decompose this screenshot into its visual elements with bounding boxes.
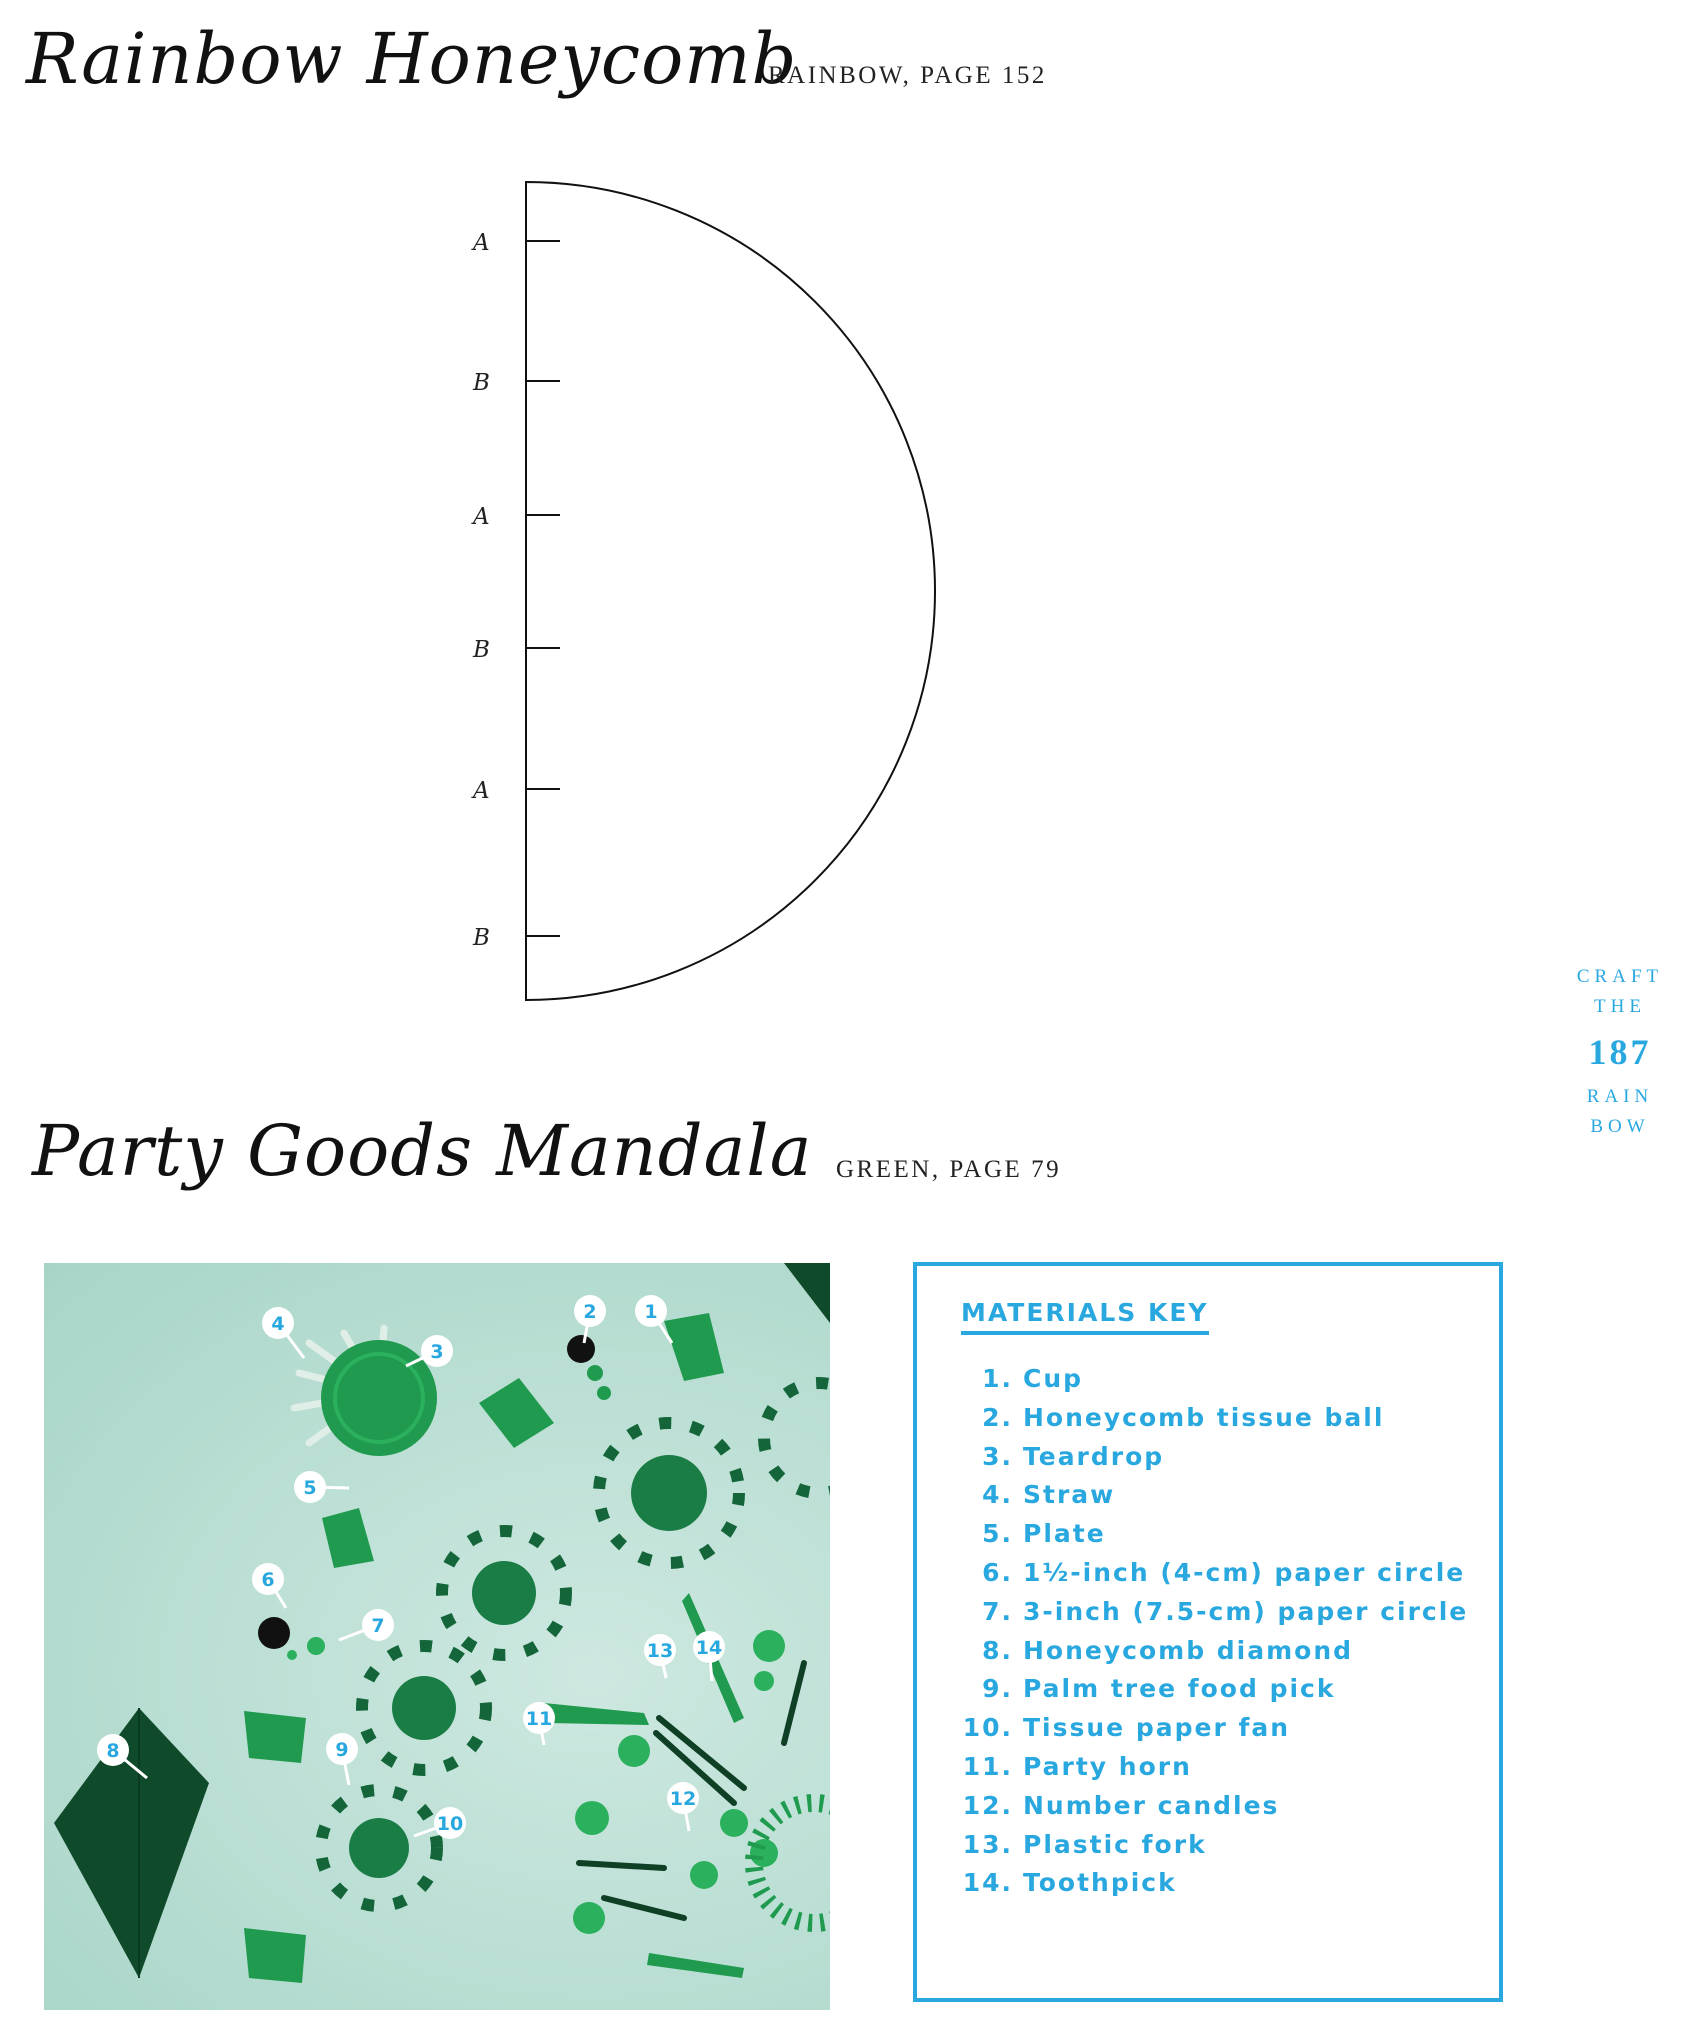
section-reference-green: GREEN, PAGE 79 bbox=[836, 1156, 1062, 1183]
materials-key-list bbox=[957, 1360, 1468, 1903]
plate bbox=[321, 1340, 437, 1456]
list-item: 12. Number candles bbox=[962, 1790, 1280, 1820]
list-item: 9. Palm tree food pick bbox=[982, 1674, 1336, 1704]
list-item: 1. Cup bbox=[982, 1364, 1084, 1393]
list-item: 7. 3-inch (7.5-cm) paper circle bbox=[982, 1596, 1469, 1626]
list-item: 11. Party horn bbox=[962, 1751, 1192, 1781]
list-item: 14. Toothpick bbox=[962, 1868, 1177, 1898]
honeycomb-ball bbox=[567, 1335, 595, 1363]
callout-number: 4 bbox=[271, 1313, 285, 1335]
tick-label: A bbox=[473, 230, 490, 256]
callout-number: 11 bbox=[525, 1708, 553, 1730]
materials-key-box bbox=[913, 1262, 1503, 2002]
callout-number: 5 bbox=[303, 1477, 317, 1499]
callout-number: 14 bbox=[695, 1637, 723, 1659]
list-item: 3. Teardrop bbox=[982, 1441, 1165, 1471]
section-title-party-goods-mandala: Party Goods Mandala bbox=[32, 1110, 813, 1192]
callout-number: 8 bbox=[106, 1740, 120, 1762]
materials-key-heading: MATERIALS KEY bbox=[961, 1298, 1209, 1335]
semicircle-outline bbox=[526, 182, 935, 1000]
paper-circles bbox=[573, 1630, 785, 1934]
honeycomb-diamond bbox=[54, 1708, 209, 1978]
callout-number: 9 bbox=[335, 1739, 349, 1761]
list-item: 10. Tissue paper fan bbox=[962, 1713, 1291, 1743]
callout-number: 1 bbox=[644, 1301, 658, 1323]
list-item: 13. Plastic fork bbox=[962, 1829, 1207, 1859]
folio-line: BOW bbox=[1590, 1116, 1650, 1137]
callout-number: 2 bbox=[583, 1301, 597, 1323]
honeycomb-ball bbox=[258, 1617, 290, 1649]
callout-number: 6 bbox=[261, 1569, 275, 1591]
section-reference-rainbow: RAINBOW, PAGE 152 bbox=[768, 62, 1047, 89]
list-item: 8. Honeycomb diamond bbox=[982, 1635, 1354, 1665]
page-number: 187 bbox=[1588, 1032, 1652, 1072]
mandala-photo bbox=[44, 1263, 830, 2010]
tick-label: A bbox=[473, 504, 490, 530]
page-folio bbox=[1560, 962, 1680, 1142]
callout-number: 12 bbox=[669, 1788, 697, 1810]
callout-number: 7 bbox=[371, 1615, 385, 1637]
list-item: 6. 1½-inch (4-cm) paper circle bbox=[982, 1557, 1466, 1587]
folio-line: CRAFT bbox=[1576, 966, 1664, 987]
honeycomb-corner bbox=[784, 1263, 830, 1323]
callout-number: 13 bbox=[646, 1640, 674, 1662]
section-title-rainbow-honeycomb: Rainbow Honeycomb bbox=[26, 18, 798, 100]
list-item: 5. Plate bbox=[982, 1519, 1106, 1549]
tick-label: B bbox=[473, 925, 490, 951]
tick-label: B bbox=[473, 370, 490, 396]
folio-line: THE bbox=[1594, 996, 1646, 1017]
list-item: 4. Straw bbox=[982, 1480, 1116, 1510]
callout-number: 10 bbox=[436, 1813, 464, 1835]
mandala-illustration bbox=[44, 1263, 830, 2010]
callout-number: 3 bbox=[430, 1341, 444, 1363]
tick-label: A bbox=[473, 778, 490, 804]
list-item: 2. Honeycomb tissue ball bbox=[982, 1402, 1385, 1432]
folio-line: RAIN bbox=[1586, 1086, 1654, 1107]
tick-label: B bbox=[473, 637, 490, 663]
